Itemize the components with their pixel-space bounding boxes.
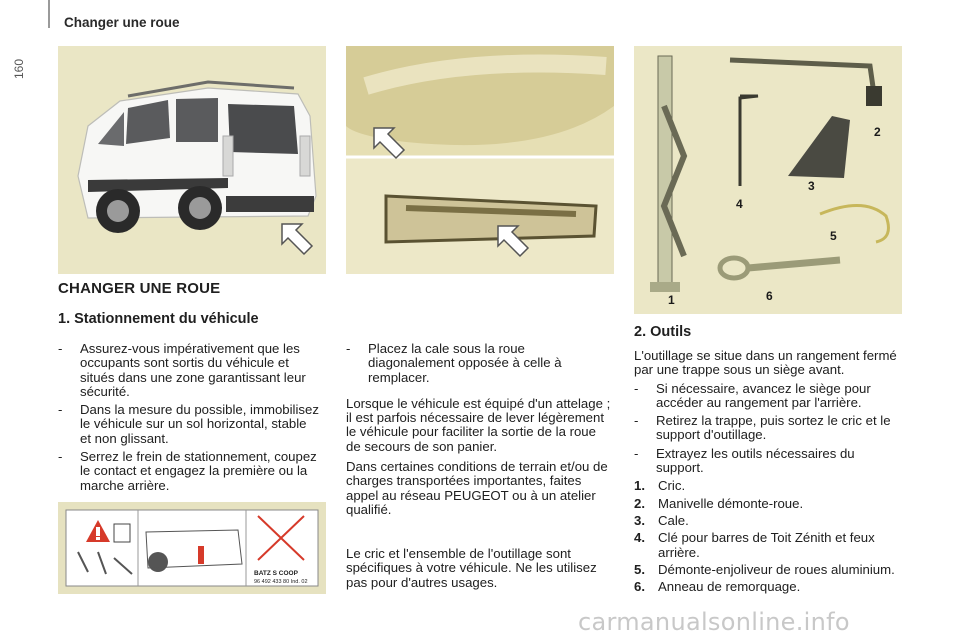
section2-title: 2. Outils (634, 324, 692, 340)
warning-label-text1: BATZ S COOP (254, 570, 298, 577)
list-item: - Assurez-vous impérativement que les occupants sont sortis du véhicule et situés dans une zone garantissant leur sécurité. (58, 341, 306, 399)
warning-label-text2: 96 492 433 80 Ind. 02 (254, 579, 308, 585)
paragraph: Lorsque le véhicule est équipé d'un attelage ; il est parfois nécessaire de lever légèrement le véhicule pour faciliter la sortie de la roue de secours de son panier. (346, 395, 611, 454)
tool-note: Le cric et l'ensemble de l'outillage sont spécifiques à votre véhicule. Ne les utilisez pas pour d'autres usages. (346, 546, 597, 590)
page-header-title: Changer une roue (64, 15, 180, 30)
tool-item: 5. Démonte-enjoliveur de roues aluminium. (634, 561, 895, 577)
page-number: 160 (12, 58, 26, 80)
tool-label-6: 6 (766, 289, 773, 303)
paragraph: Dans certaines conditions de terrain et/ou de charges transportées importantes, faites appel au réseau PEUGEOT ou à un atelier qualifié. (346, 459, 608, 517)
middle-column (346, 342, 612, 523)
tool-label-2: 2 (874, 125, 881, 139)
paragraph: L'outillage se situe dans un rangement fermé par une trappe sous un siège avant. (634, 348, 897, 378)
seat-image (346, 46, 614, 274)
tool-item: 1. Cric. (634, 478, 686, 494)
tool-label-4: 4 (736, 197, 743, 211)
list-item: - Placez la cale sous la roue diagonalement opposée à celle à remplacer. (346, 341, 562, 385)
warning-label-image (58, 502, 326, 594)
section1-title: 1. Stationnement du véhicule (58, 311, 259, 327)
main-title: CHANGER UNE ROUE (58, 280, 221, 297)
header-bar (48, 0, 50, 28)
section1-bullets (58, 342, 320, 497)
tool-label-1: 1 (668, 293, 675, 307)
tool-label-5: 5 (830, 229, 837, 243)
list-item: - Retirez la trappe, puis sortez le cric et le support d'outillage. (634, 413, 891, 443)
watermark: carmanualsonline.info (578, 608, 850, 636)
car-image (58, 46, 326, 274)
list-item: - Si nécessaire, avancez le siège pour accéder au rangement par l'arrière. (634, 380, 871, 410)
tools-image (634, 46, 902, 314)
tool-item: 3. Cale. (634, 512, 689, 528)
tool-item: 2. Manivelle démonte-roue. (634, 495, 804, 511)
list-item: - Extrayez les outils nécessaires du support. (634, 445, 855, 476)
list-item: - Dans la mesure du possible, immobilisez le véhicule sur un sol horizontal, stable et non glissant. (58, 402, 319, 446)
section2-content (634, 349, 904, 597)
tool-item: 4. Clé pour barres de Toit Zénith et feux arrière. (634, 530, 875, 560)
tool-item: 6. Anneau de remorquage. (634, 579, 801, 595)
tool-label-3: 3 (808, 179, 815, 193)
list-item: - Serrez le frein de stationnement, coupez le contact et engagez la première ou la marche arrière. (58, 449, 317, 493)
